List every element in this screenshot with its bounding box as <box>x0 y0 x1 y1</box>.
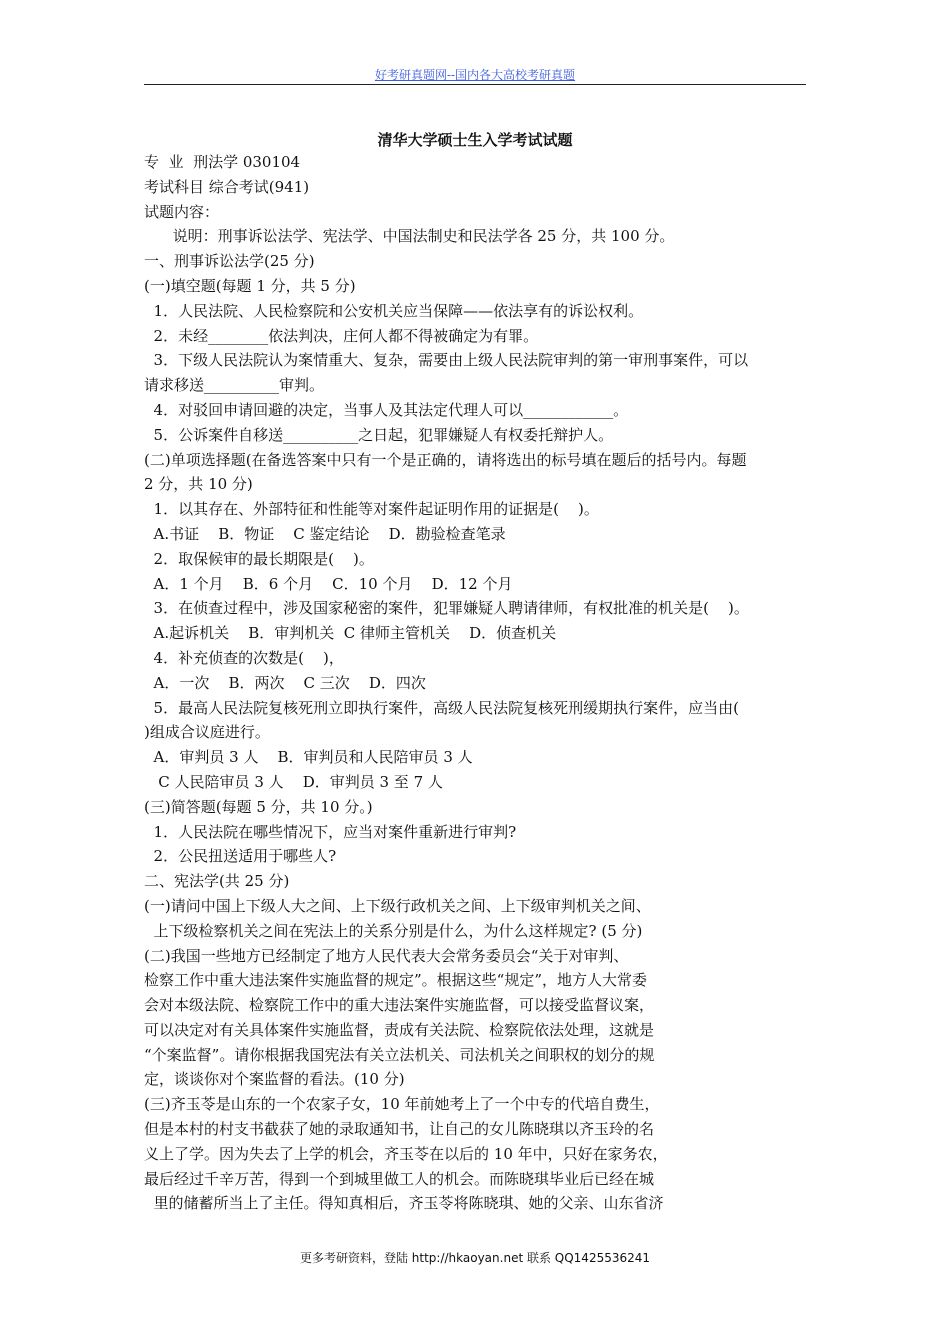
footer-contact: 联系 QQ1425536241 <box>523 1251 651 1265</box>
subsection-heading: (一)填空题(每题 1 分，共 5 分) <box>144 276 356 295</box>
text-line: 里的储蓄所当上了主任。得知真相后，齐玉苓将陈晓琪、她的父亲、山东省济 <box>144 1194 664 1213</box>
page-title: 清华大学硕士生入学考试试题 <box>377 131 573 149</box>
text-line: 义上了学。因为失去了上学的机会，齐玉苓在以后的 10 年中，只好在家务农， <box>144 1144 668 1163</box>
text-line: 专 业 刑法学 030104 <box>144 153 301 171</box>
footer-url-link[interactable]: http://hkaoyan.net <box>411 1251 524 1265</box>
text-line: 但是本村的村支书截获了她的录取通知书，让自己的女儿陈晓琪以齐玉玲的名 <box>144 1120 655 1139</box>
question: 1．人民法院、人民检察院和公安机关应当保障——依法享有的诉讼权利。 <box>144 301 644 320</box>
text-line: 试题内容： <box>144 202 220 221</box>
question: 3．下级人民法院认为案情重大、复杂，需要由上级人民法院审判的第一审刑事案件，可以 <box>144 351 749 370</box>
subsection-heading: (三)简答题(每题 5 分，共 10 分。) <box>144 797 373 816</box>
text-line: “个案监督”。请你根据我国宪法有关立法机关、司法机关之间职权的划分的规 <box>144 1045 655 1064</box>
question: 1．人民法院在哪些情况下，应当对案件重新进行审判? <box>144 822 517 841</box>
footer-prefix: 更多考研资料，登陆 <box>299 1251 412 1265</box>
text-line: 考试科目 综合考试(941) <box>144 177 310 196</box>
header-divider <box>144 84 806 85</box>
text-line: 2 分，共 10 分) <box>144 475 253 494</box>
text-line: 说明：刑事诉讼法学、宪法学、中国法制史和民法学各 25 分，共 100 分。 <box>144 227 675 246</box>
exam-body <box>144 150 814 1216</box>
section-heading: 二、宪法学(共 25 分) <box>144 872 290 891</box>
text-line: )组成合议庭进行。 <box>144 723 270 742</box>
answer-options: A．1 个月 B．6 个月 C．10 个月 D．12 个月 <box>144 574 513 593</box>
text-line: 会对本级法院、检察院工作中的重大违法案件实施监督，可以接受监督议案， <box>144 996 655 1015</box>
answer-options: C 人民陪审员 3 人 D．审判员 3 至 7 人 <box>144 772 443 791</box>
question: 1．以其存在、外部特征和性能等对案件起证明作用的证据是( )。 <box>144 500 599 519</box>
text-line: 检察工作中重大违法案件实施监督的规定”。根据这些“规定”，地方人大常委 <box>144 971 648 990</box>
question: (二)我国一些地方已经制定了地方人民代表大会常务委员会“关于对审判、 <box>144 946 629 965</box>
header-link[interactable]: 好考研真题网--国内各大高校考研真题 <box>374 68 576 82</box>
answer-options: A．审判员 3 人 B．审判员和人民陪审员 3 人 <box>144 748 473 767</box>
question: 4．补充侦查的次数是( )， <box>144 648 344 667</box>
text-line: 上下级检察机关之间在宪法上的关系分别是什么，为什么这样规定? (5 分) <box>144 921 643 940</box>
page-footer <box>0 1249 950 1266</box>
question: 2．取保候审的最长期限是( )。 <box>144 549 374 568</box>
answer-options: A.起诉机关 B．审判机关 C 律师主管机关 D．侦查机关 <box>144 624 557 643</box>
question: 2．未经________依法判决，庄何人都不得被确定为有罪。 <box>144 326 539 345</box>
question: 5．最高人民法院复核死刑立即执行案件，高级人民法院复核死刑缓期执行案件，应当由( <box>144 698 739 717</box>
text-line: 最后经过千辛万苦，得到一个到城里做工人的机会。而陈晓琪毕业后已经在城 <box>144 1169 655 1188</box>
question: 2．公民扭送适用于哪些人? <box>144 847 337 866</box>
subsection-heading: (二)单项选择题(在备选答案中只有一个是正确的，请将选出的标号填在题后的括号内。每题 <box>144 450 747 469</box>
text-line: 请求移送__________审判。 <box>144 376 325 395</box>
section-heading: 一、刑事诉讼法学(25 分) <box>144 252 315 271</box>
answer-options: A.书证 B．物证 C 鉴定结论 D．勘验检查笔录 <box>144 524 506 543</box>
answer-options: A．一次 B．两次 C 三次 D．四次 <box>144 673 426 692</box>
text-line: 可以决定对有关具体案件实施监督，责成有关法院、检察院依法处理，这就是 <box>144 1020 655 1039</box>
question: (三)齐玉苓是山东的一个农家子女，10 年前她考上了一个中专的代培自费生， <box>144 1095 660 1114</box>
question: 3．在侦查过程中，涉及国家秘密的案件，犯罪嫌疑人聘请律师，有权批准的机关是( )。 <box>144 599 749 618</box>
question: (一)请问中国上下级人大之间、上下级行政机关之间、上下级审判机关之间、 <box>144 896 651 915</box>
question: 4．对驳回申请回避的决定，当事人及其法定代理人可以____________。 <box>144 400 629 419</box>
question: 5．公诉案件自移送__________之日起，犯罪嫌疑人有权委托辩护人。 <box>144 425 614 444</box>
text-line: 定，谈谈你对个案监督的看法。(10 分) <box>144 1070 405 1089</box>
